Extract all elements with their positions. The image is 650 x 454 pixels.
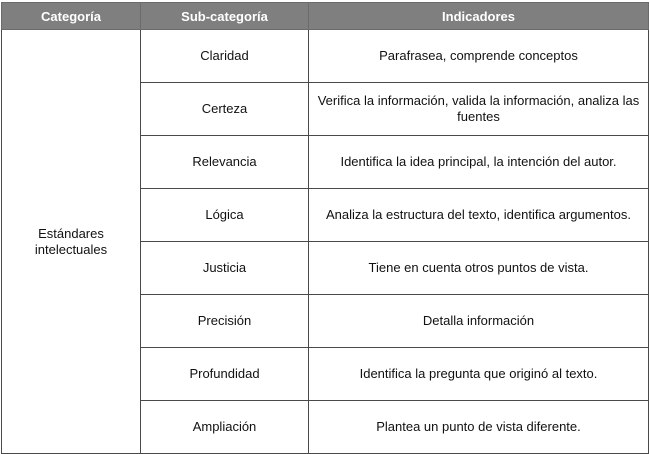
table-row xyxy=(2,30,649,83)
indicator-cell: Analiza la estructura del texto, identifica argumentos. xyxy=(309,189,649,242)
indicator-cell: Plantea un punto de vista diferente. xyxy=(309,401,649,454)
header-categoria: Categoría xyxy=(2,3,141,30)
indicator-cell: Tiene en cuenta otros puntos de vista. xyxy=(309,242,649,295)
table-header-row xyxy=(2,3,649,30)
subcategory-cell: Claridad xyxy=(141,30,309,83)
subcategory-cell: Certeza xyxy=(141,83,309,136)
subcategory-cell: Ampliación xyxy=(141,401,309,454)
header-sub-categoria: Sub-categoría xyxy=(141,3,309,30)
subcategory-cell: Justicia xyxy=(141,242,309,295)
indicator-cell: Detalla información xyxy=(309,295,649,348)
category-cell: Estándares intelectuales xyxy=(2,30,141,454)
indicator-cell: Parafrasea, comprende conceptos xyxy=(309,30,649,83)
subcategory-cell: Precisión xyxy=(141,295,309,348)
indicators-table xyxy=(1,2,649,454)
subcategory-cell: Lógica xyxy=(141,189,309,242)
subcategory-cell: Relevancia xyxy=(141,136,309,189)
indicators-table-container xyxy=(1,2,648,452)
indicator-cell: Identifica la idea principal, la intención del autor. xyxy=(309,136,649,189)
indicator-cell: Verifica la información, valida la información, analiza las fuentes xyxy=(309,83,649,136)
subcategory-cell: Profundidad xyxy=(141,348,309,401)
indicator-cell: Identifica la pregunta que originó al texto. xyxy=(309,348,649,401)
header-indicadores: Indicadores xyxy=(309,3,649,30)
